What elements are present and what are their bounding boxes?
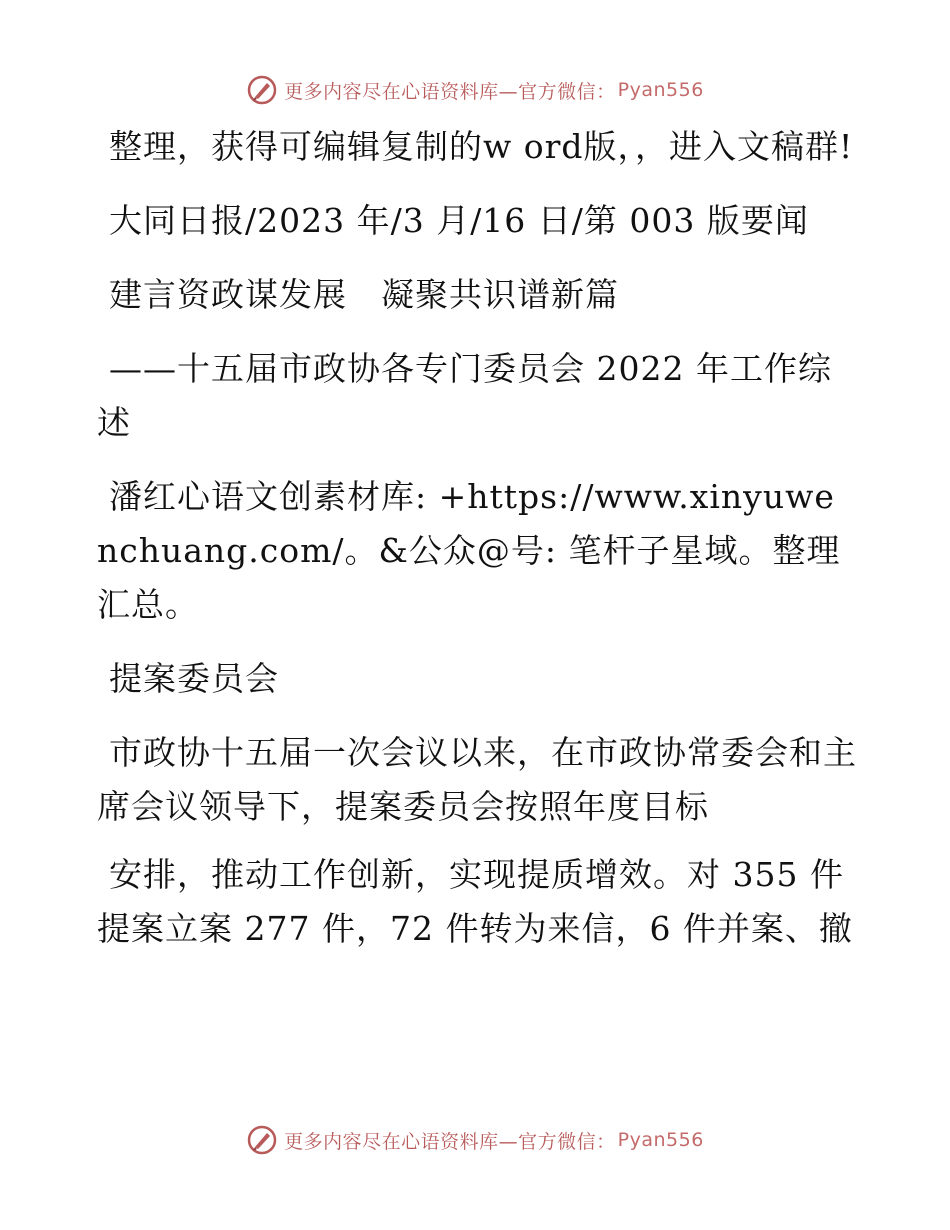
paragraph-intro: 整理，获得可编辑复制的w ord版，，进入文稿群! xyxy=(109,127,854,166)
watermark-text: 更多内容尽在心语资料库—官方微信： xyxy=(284,80,616,103)
quill-seal-icon xyxy=(246,1124,278,1156)
watermark-text: 更多内容尽在心语资料库—官方微信： xyxy=(284,1130,616,1153)
paragraph-body-1: 市政协十五届一次会议以来，在市政协常委会和主席会议领导下，提案委员会按照年度目标 xyxy=(97,733,857,826)
paragraph-body-2: 安排，推动工作创新，实现提质增效。对 355 件提案立案 277 件，72 件转为来信，6 件并案、撤 xyxy=(97,855,853,948)
watermark-id: Pyan556 xyxy=(617,79,704,101)
watermark-id: Pyan556 xyxy=(617,1129,704,1151)
document-body xyxy=(97,120,857,976)
paragraph-source: 大同日报/2023 年/3 月/16 日/第 003 版要闻 xyxy=(109,201,809,240)
article-subtitle: ——十五届市政协各专门委员会 2022 年工作综述 xyxy=(97,349,832,442)
paragraph-source-note: 潘红心语文创素材库: +https://www.xinyuwenchuang.com/。&公众@号: 笔杆子星域。整理汇总。 xyxy=(97,477,841,624)
footer-watermark xyxy=(0,1120,950,1160)
header-watermark xyxy=(0,70,950,110)
article-title: 建言资政谋发展 凝聚共识谱新篇 xyxy=(109,275,619,314)
quill-seal-icon xyxy=(246,74,278,106)
section-heading: 提案委员会 xyxy=(109,659,279,698)
